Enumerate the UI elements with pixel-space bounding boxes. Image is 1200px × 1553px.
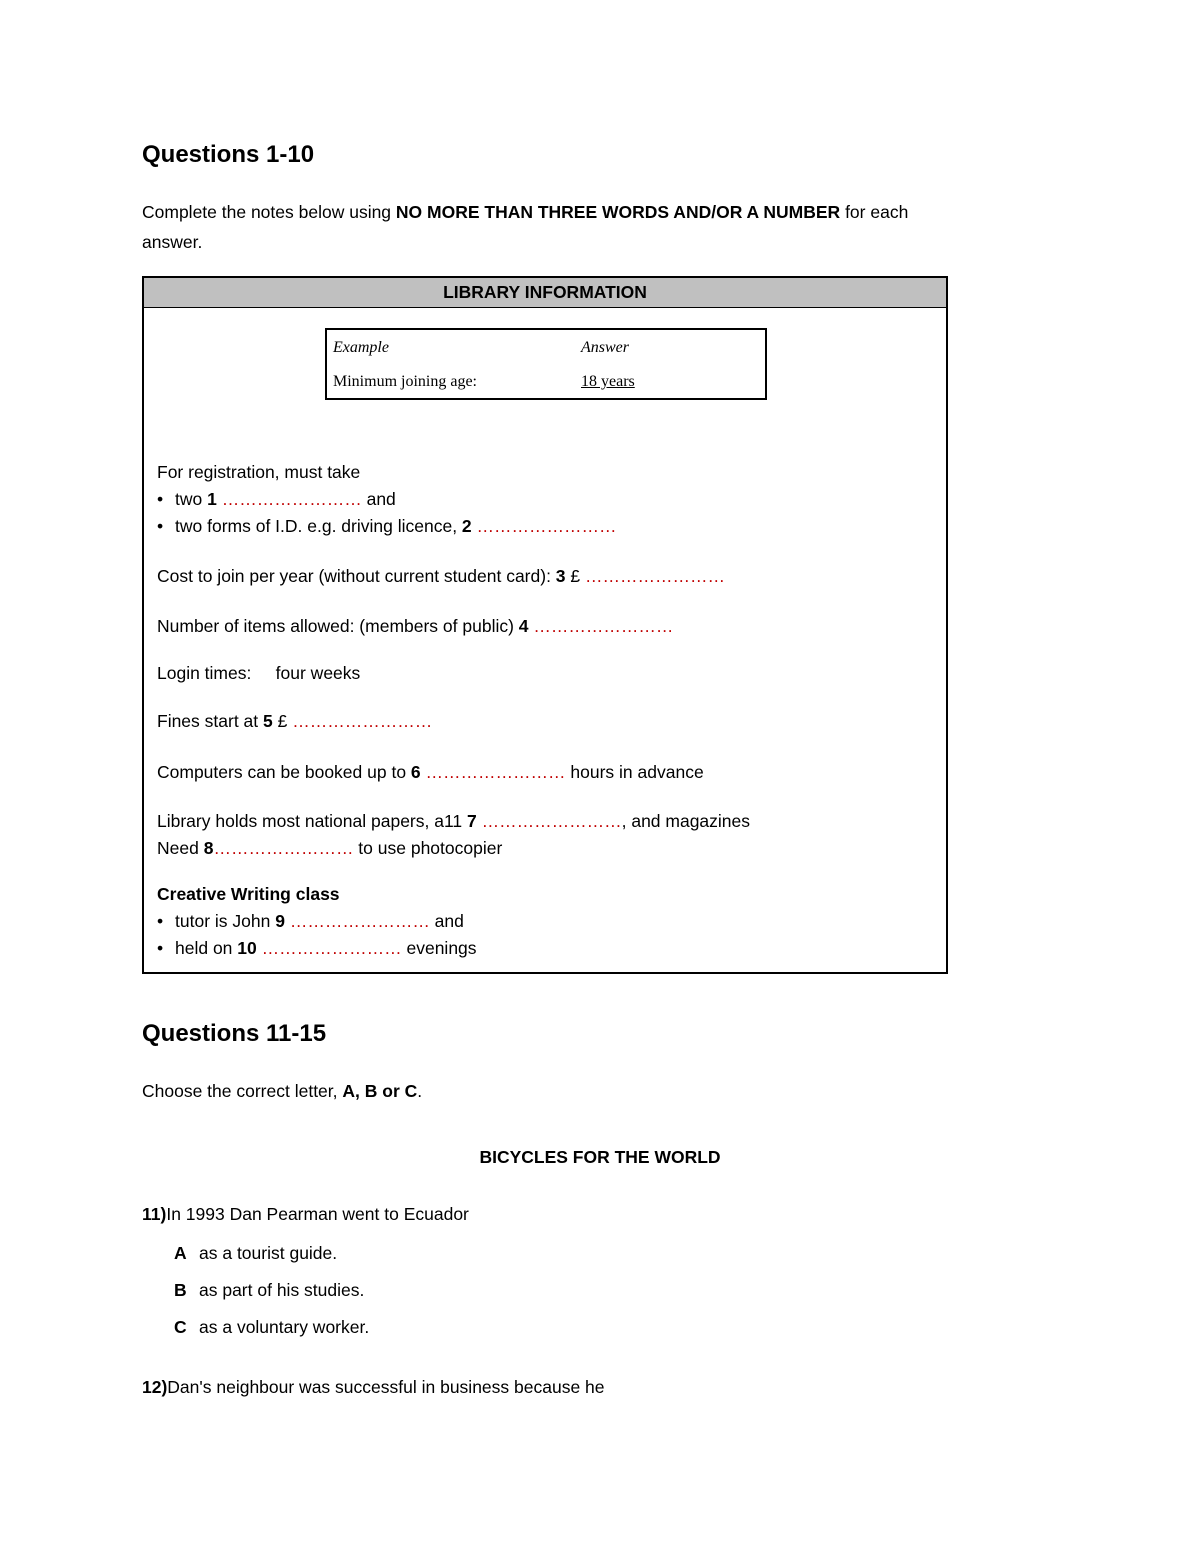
- papers-text: Library holds most national papers, a11: [157, 811, 467, 831]
- bullet-icon: •: [157, 938, 164, 958]
- fines-line: [157, 711, 432, 732]
- instructions-line-1: [142, 202, 908, 223]
- answer-blank-7[interactable]: ……………………: [481, 811, 622, 831]
- bullet-text-end: and: [361, 489, 396, 509]
- example-answer: 18 years: [581, 373, 635, 390]
- currency-symbol: £: [272, 711, 293, 731]
- example-label: Example: [333, 339, 389, 356]
- instructions-text-end: .: [417, 1081, 423, 1101]
- question-number-6: 6: [410, 762, 421, 782]
- question-number-5: 5: [263, 711, 273, 731]
- minimum-joining-age-label: Minimum joining age:: [333, 373, 477, 390]
- option-text: as a tourist guide.: [199, 1243, 338, 1263]
- question-number-3: 3: [555, 566, 566, 586]
- section-title: BICYCLES FOR THE WORLD: [479, 1147, 721, 1167]
- question-12: [142, 1377, 605, 1398]
- option-c[interactable]: [174, 1317, 369, 1338]
- example-box: [325, 328, 767, 400]
- answer-blank-5[interactable]: ……………………: [292, 711, 433, 731]
- instructions-emphasis: A, B or C: [342, 1081, 418, 1101]
- bullet-icon: •: [157, 489, 164, 509]
- answer-blank-1[interactable]: ……………………: [221, 489, 362, 509]
- option-letter: A: [174, 1243, 187, 1263]
- bullet-icon: •: [157, 516, 164, 536]
- answer-blank-10[interactable]: ……………………: [261, 938, 402, 958]
- questions-1-10-heading: Questions 1-10: [142, 141, 315, 168]
- items-line: [157, 616, 673, 637]
- question-number-7: 7: [467, 811, 477, 831]
- cost-line: [157, 566, 725, 587]
- option-letter: B: [174, 1280, 187, 1300]
- question-text: In 1993 Dan Pearman went to Ecuador: [166, 1204, 469, 1224]
- login-times-line: Login times: four weeks: [157, 663, 361, 683]
- bullet-text-end: and: [429, 911, 464, 931]
- instructions-text: Complete the notes below using: [142, 202, 396, 222]
- registration-title: For registration, must take: [157, 462, 361, 482]
- option-text: as a voluntary worker.: [199, 1317, 370, 1337]
- question-number-12: 12): [142, 1377, 168, 1397]
- fines-text: Fines start at: [157, 711, 264, 731]
- computers-line: [157, 762, 704, 783]
- computers-text: Computers can be booked up to: [157, 762, 411, 782]
- photocopier-line: [157, 838, 502, 859]
- bullet-icon: •: [157, 911, 164, 931]
- option-letter: C: [174, 1317, 187, 1337]
- question-text: Dan's neighbour was successful in business because he: [167, 1377, 605, 1397]
- creative-writing-title: Creative Writing class: [157, 884, 340, 904]
- question-number-11: 11): [142, 1204, 167, 1224]
- choose-letter-instructions: [142, 1081, 422, 1102]
- question-number-8: 8: [203, 838, 214, 858]
- option-b[interactable]: [174, 1280, 364, 1301]
- creative-writing-bullet-2: [157, 938, 477, 959]
- option-text: as part of his studies.: [199, 1280, 365, 1300]
- items-text: Number of items allowed: (members of public): [157, 616, 519, 636]
- creative-writing-bullet-1: [157, 911, 464, 932]
- cost-text: Cost to join per year (without current student card):: [157, 566, 556, 586]
- instructions-text: Choose the correct letter,: [142, 1081, 343, 1101]
- option-a[interactable]: [174, 1243, 337, 1264]
- answer-label: Answer: [581, 339, 629, 356]
- currency-symbol: £: [565, 566, 585, 586]
- bullet-text-end: evenings: [401, 938, 477, 958]
- question-number-9: 9: [275, 911, 285, 931]
- instructions-line-2: answer.: [142, 232, 203, 252]
- library-information-header: LIBRARY INFORMATION: [144, 278, 946, 308]
- answer-blank-6[interactable]: ……………………: [425, 762, 566, 782]
- photocopier-text: Need: [157, 838, 204, 858]
- question-number-10: 10: [237, 938, 257, 958]
- photocopier-text-end: to use photocopier: [353, 838, 503, 858]
- answer-blank-9[interactable]: ……………………: [289, 911, 430, 931]
- question-11: [142, 1204, 469, 1225]
- papers-text-end: , and magazines: [621, 811, 751, 831]
- bullet-text: held on: [175, 938, 238, 958]
- question-number-4: 4: [518, 616, 529, 636]
- answer-blank-3[interactable]: ……………………: [585, 566, 725, 586]
- questions-11-15-heading: Questions 11-15: [142, 1020, 327, 1047]
- instructions-text-end: for each: [840, 202, 909, 222]
- answer-blank-8[interactable]: ……………………: [213, 838, 354, 858]
- bullet-text: two: [175, 489, 208, 509]
- answer-blank-2[interactable]: ……………………: [476, 516, 617, 536]
- bullet-text: tutor is John: [175, 911, 276, 931]
- bullet-text: two forms of I.D. e.g. driving licence,: [175, 516, 462, 536]
- question-number-1: 1: [207, 489, 217, 509]
- answer-blank-4[interactable]: ……………………: [533, 616, 674, 636]
- papers-line: [157, 811, 750, 832]
- computers-text-end: hours in advance: [565, 762, 704, 782]
- question-number-2: 2: [461, 516, 472, 536]
- registration-bullet-2: [157, 516, 617, 537]
- registration-bullet-1: [157, 489, 396, 510]
- instructions-emphasis: NO MORE THAN THREE WORDS AND/OR A NUMBER: [395, 202, 841, 222]
